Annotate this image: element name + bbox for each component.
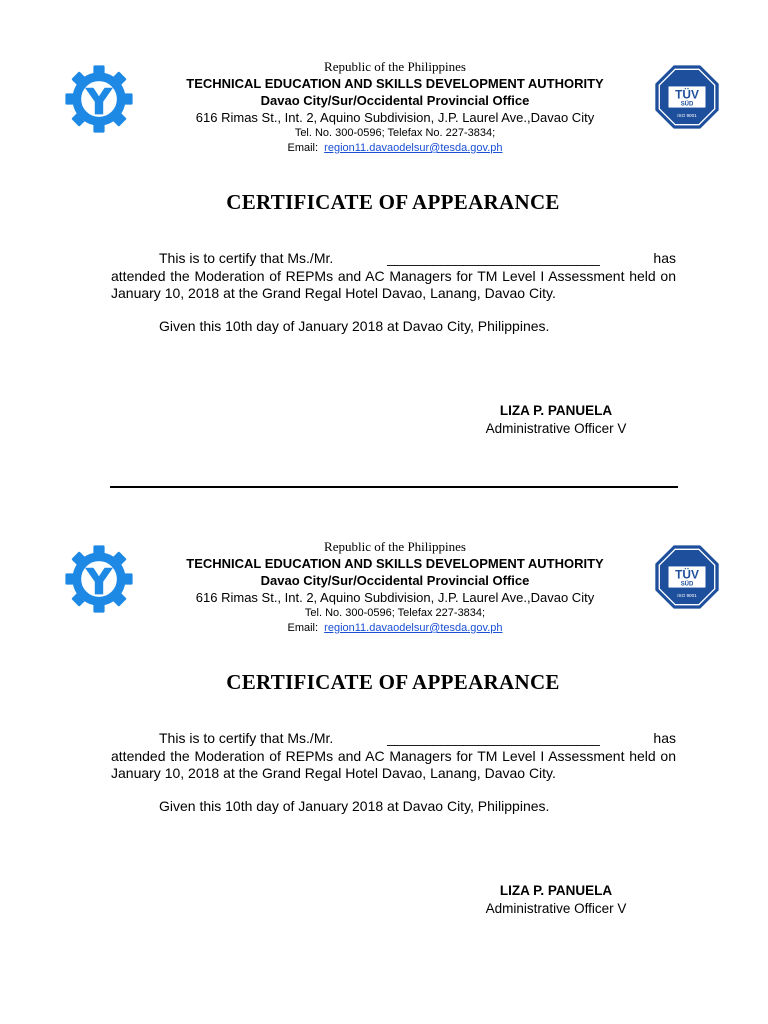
letterhead [0,58,768,156]
certify-line [111,250,676,268]
iso-logo-text: ISO 9001 [677,112,697,118]
office-address: 616 Rimas St., Int. 2, Aquino Subdivision, J.P. Laurel Ave.,Davao City [195,590,595,605]
letterhead [0,538,768,636]
certificate-1 [0,0,768,478]
signatory-title: Administrative Officer V [485,901,627,916]
tuv-logo-text: TÜV [675,567,699,582]
agency-name: TECHNICAL EDUCATION AND SKILLS DEVELOPMENT AUTHORITY [186,76,604,91]
email-label: Email: [287,622,319,634]
given-line: Given this 10th day of January 2018 at Davao City, Philippines. [159,317,550,334]
email-link[interactable]: region11.davaodelsur@tesda.gov.ph [324,622,503,634]
certify-line [111,730,676,748]
tuv-logo-text: TÜV [675,87,699,102]
office-address: 616 Rimas St., Int. 2, Aquino Subdivision, J.P. Laurel Ave.,Davao City [195,110,595,125]
email-link[interactable]: region11.davaodelsur@tesda.gov.ph [324,142,503,154]
office-name: Davao City/Sur/Occidental Provincial Office [260,573,530,588]
certificate-title: CERTIFICATE OF APPEARANCE [226,670,560,694]
sud-logo-text: SÜD [680,101,694,108]
certify-details: attended the Moderation of REPMs and AC Managers for TM Level I Assessment held on January 10, 2018 at the Grand Regal Hotel Davao, Lanang, Davao City. [111,267,676,301]
certificate-body [111,250,676,335]
name-blank: ____________________________ [387,730,600,746]
name-blank: ____________________________ [387,250,600,266]
agency-name: TECHNICAL EDUCATION AND SKILLS DEVELOPMENT AUTHORITY [186,556,604,571]
signature-block [440,402,672,438]
email-line [0,141,768,156]
certify-intro: This is to certify that Ms./Mr. [159,730,334,746]
has-word: has [653,730,676,746]
office-name: Davao City/Sur/Occidental Provincial Office [260,93,530,108]
signatory-name: LIZA P. PANUELA [499,883,613,898]
certify-details: attended the Moderation of REPMs and AC Managers for TM Level I Assessment held on January 10, 2018 at the Grand Regal Hotel Davao, Lanang, Davao City. [111,747,676,781]
signature-block [440,882,672,918]
signatory-title: Administrative Officer V [485,421,627,436]
certify-intro: This is to certify that Ms./Mr. [159,250,334,266]
certificate-title: CERTIFICATE OF APPEARANCE [226,190,560,214]
signatory-name: LIZA P. PANUELA [499,403,613,418]
given-line: Given this 10th day of January 2018 at Davao City, Philippines. [159,797,550,814]
republic-line: Republic of the Philippines [324,539,466,554]
email-line [0,621,768,636]
telephone-line: Tel. No. 300-0596; Telefax No. 227-3834; [294,127,496,139]
has-word: has [653,250,676,266]
email-label: Email: [287,142,319,154]
iso-logo-text: ISO 9001 [677,592,697,598]
certificate-2 [0,480,768,958]
telephone-line: Tel. No. 300-0596; Telefax 227-3834; [304,607,486,619]
sud-logo-text: SÜD [680,581,694,588]
certificate-body [111,730,676,815]
republic-line: Republic of the Philippines [324,59,466,74]
